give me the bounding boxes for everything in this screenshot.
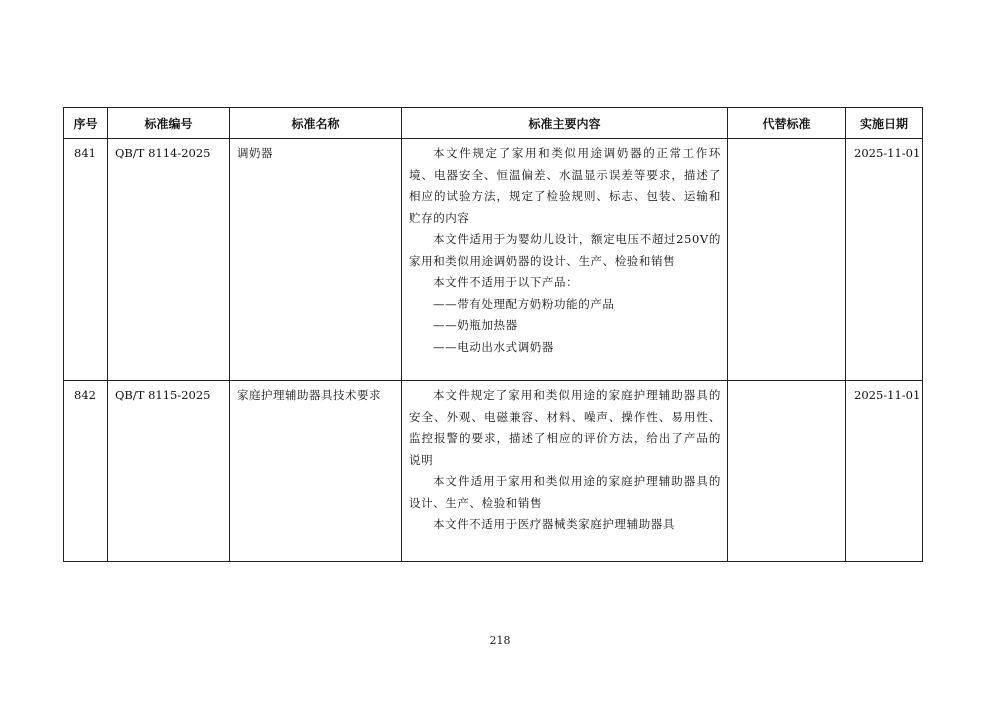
cell-code: QB/T 8114-2025: [108, 139, 230, 381]
header-name: 标准名称: [230, 108, 402, 139]
cell-code: QB/T 8115-2025: [108, 381, 230, 562]
cell-no: 842: [64, 381, 108, 562]
content-paragraph: 本文件不适用于以下产品：: [433, 275, 579, 289]
cell-content: [402, 381, 728, 562]
cell-no: 841: [64, 139, 108, 381]
content-paragraph: 本文件适用于为婴幼儿设计，额定电压不超过250V的家用和类似用途调奶器的设计、生产、检验和销售: [409, 232, 721, 268]
table-header-row: [64, 108, 923, 139]
content-paragraph: 本文件规定了家用和类似用途调奶器的正常工作环境、电器安全、恒温偏差、水温显示误差等要求，描述了相应的试验方法，规定了检验规则、标志、包装、运输和贮存的内容: [409, 146, 721, 225]
content-paragraph: 本文件适用于家用和类似用途的家庭护理辅助器具的设计、生产、检验和销售: [409, 474, 721, 510]
header-date: 实施日期: [846, 108, 923, 139]
header-replaced: 代替标准: [728, 108, 846, 139]
content-paragraph: 本文件不适用于医疗器械类家庭护理辅助器具: [433, 517, 675, 531]
cell-name: 家庭护理辅助器具技术要求: [230, 381, 402, 562]
content-list-item: ——带有处理配方奶粉功能的产品: [433, 296, 615, 311]
cell-date: 2025-11-01: [846, 139, 923, 381]
cell-date: 2025-11-01: [846, 381, 923, 562]
header-no: 序号: [64, 108, 108, 139]
table-row: [64, 381, 923, 562]
cell-name: 调奶器: [230, 139, 402, 381]
page-number: 218: [489, 634, 511, 647]
table-row: [64, 139, 923, 381]
header-code: 标准编号: [108, 108, 230, 139]
cell-content: [402, 139, 728, 381]
content-list-item: ——奶瓶加热器: [433, 318, 518, 332]
content-paragraph: 本文件规定了家用和类似用途的家庭护理辅助器具的安全、外观、电磁兼容、材料、噪声、操作性、易用性、监控报警的要求，描述了相应的评价方法，给出了产品的说明: [409, 388, 721, 467]
content-list-item: ——电动出水式调奶器: [433, 339, 554, 354]
header-content: 标准主要内容: [402, 108, 728, 139]
cell-replaced: [728, 381, 846, 562]
standards-table: [63, 107, 923, 562]
cell-replaced: [728, 139, 846, 381]
